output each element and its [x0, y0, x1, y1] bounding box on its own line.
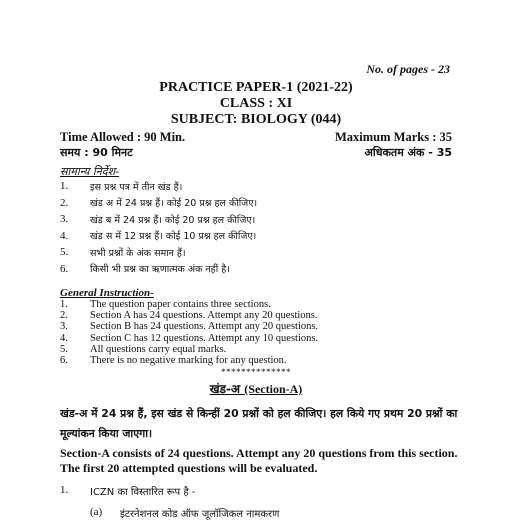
option-label: (a) [90, 506, 103, 518]
instruction-item-en: 1. The question paper contains three sections. [60, 299, 271, 311]
instruction-item-hi: 6. किसी भी प्रश्न का ऋणात्मक अंक नहीं है। [60, 262, 230, 276]
instruction-item-en: 5. All questions carry equal marks. [60, 343, 227, 355]
section-instruction-en: Section-A consists of 24 questions. Attempt any 20 questions from this section. The first 20 attempted questions will be evaluated. [60, 446, 458, 475]
paper-title: PRACTICE PAPER-1 (2021-22) [159, 80, 353, 95]
section-heading-en: (Section-A) [244, 382, 303, 396]
separator-stars: ************** [221, 367, 291, 377]
instruction-item-en: 3. Section B has 24 questions. Attempt any 20 questions. [60, 321, 319, 333]
question-text: ICZN का विस्तारित रूप है - [90, 487, 196, 498]
meta-row-hi [60, 146, 452, 160]
instruction-item-hi: 2. खंड अ में 24 प्रश्न हैं। कोई 20 प्रश्न हल कीजिए। [60, 196, 258, 210]
section-instruction-hi: खंड-अ में 24 प्रश्न हैं, इस खंड से किन्हीं 20 प्रश्नों को हल कीजिए। हल किये गए प्रथम 20 प्रश्नों का मूल्यांकन किया जाएगा। [60, 407, 458, 440]
question-1 [60, 484, 196, 498]
section-heading-hi: खंड-अ [209, 382, 241, 396]
instructions-list-hi [60, 178, 460, 277]
class-title: CLASS : XI [219, 96, 293, 111]
instruction-item-hi: 1. इस प्रश्न पत्र में तीन खंड हैं। [60, 180, 183, 193]
max-marks-hi: अधिकतम अंक - 35 [364, 146, 452, 159]
time-allowed-en: Time Allowed : 90 Min. [60, 130, 186, 144]
question-1-option-a [90, 506, 279, 520]
instruction-item-hi: 3. खंड ब में 24 प्रश्न हैं। कोई 20 प्रश्न हल कीजिए। [60, 213, 256, 226]
instructions-heading-hi: सामान्य निर्देश- [60, 165, 120, 178]
section-heading [0, 380, 512, 397]
instruction-item-en: 2. Section A has 24 questions. Attempt any 20 questions. [60, 310, 318, 322]
time-allowed-hi: समय : 90 मिनट [60, 146, 133, 159]
page-count: No. of pages - 23 [366, 62, 450, 76]
meta-row-en [60, 130, 452, 144]
instruction-item-hi: 5. सभी प्रश्नों के अंक समान हैं। [60, 246, 186, 259]
instructions-heading-en: General Instruction- [60, 287, 154, 299]
question-number: 1. [60, 484, 69, 496]
max-marks-en: Maximum Marks : 35 [335, 130, 452, 144]
option-text: इंटरनेशनल कोड ऑफ जूलॉजिकल नामकरण [120, 509, 280, 520]
instructions-list-en [60, 299, 460, 366]
instruction-item-hi: 4. खंड स में 12 प्रश्न हैं। कोई 10 प्रश्न हल कीजिए। [60, 229, 257, 243]
instruction-item-en: 4. Section C has 12 questions. Attempt any 10 questions. [60, 332, 319, 344]
instruction-item-en: 6. There is no negative marking for any question. [60, 355, 287, 367]
subject-title: SUBJECT: BIOLOGY (044) [170, 112, 342, 127]
